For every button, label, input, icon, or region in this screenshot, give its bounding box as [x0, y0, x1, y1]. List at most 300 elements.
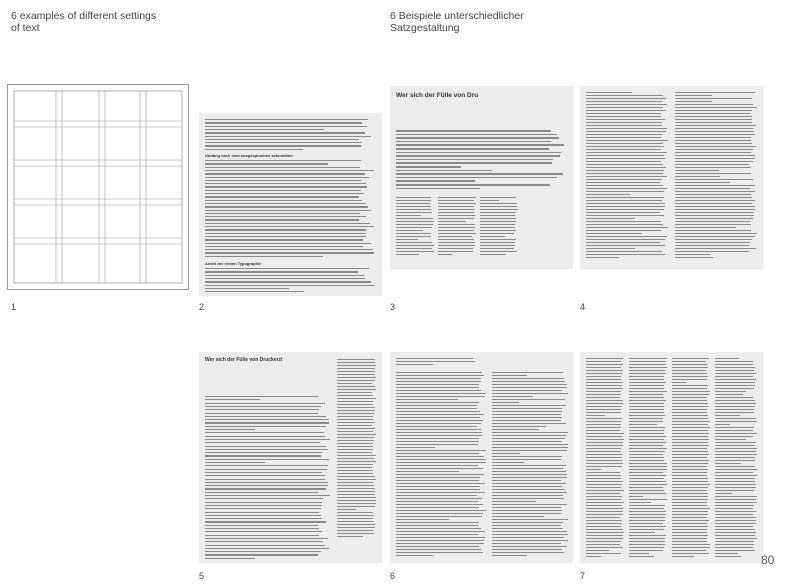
text-line: [586, 209, 664, 210]
text-line: [672, 472, 707, 473]
text-line: [396, 510, 486, 511]
text-line: [672, 361, 706, 362]
text-line: [337, 509, 356, 510]
text-line: [586, 529, 623, 530]
text-line: [672, 397, 707, 398]
text-line: [205, 203, 366, 204]
figure-5-heading: Wer sich der Fülle von Druckerzi: [205, 357, 283, 363]
text-line: [492, 456, 562, 457]
text-line: [586, 463, 623, 464]
text-line: [675, 158, 755, 159]
text-line: [715, 550, 755, 551]
text-line: [586, 221, 661, 222]
text-line: [337, 443, 373, 444]
text-line: [492, 447, 568, 448]
text-line: [675, 179, 753, 180]
text-line: [629, 415, 665, 416]
text-line: [672, 445, 709, 446]
text-line: [396, 504, 483, 505]
text-line: [396, 177, 557, 179]
text-line: [675, 125, 756, 126]
text-line: [396, 166, 461, 168]
text-line: [396, 200, 431, 201]
text-line: [675, 137, 751, 138]
text-line: [672, 421, 710, 422]
text-line: [396, 233, 431, 234]
text-line: [492, 426, 546, 427]
text-line: [586, 535, 623, 536]
text-line: [492, 372, 563, 373]
text-line: [205, 243, 371, 244]
text-line: [205, 495, 330, 496]
text-line: [492, 498, 564, 499]
text-line: [396, 432, 482, 433]
text-line: [492, 375, 527, 376]
text-line: [586, 541, 621, 542]
text-line: [629, 544, 665, 545]
text-line: [396, 528, 481, 529]
text-line: [492, 507, 561, 508]
text-line: [492, 429, 539, 430]
text-line: [675, 245, 749, 246]
text-line: [205, 233, 366, 234]
text-line: [586, 475, 621, 476]
text-line: [586, 550, 609, 551]
text-line: [205, 422, 329, 423]
text-line: [586, 406, 621, 407]
text-line: [672, 499, 708, 500]
text-line: [715, 364, 753, 365]
text-line: [205, 216, 366, 217]
text-line: [205, 236, 366, 237]
text-line: [205, 285, 374, 286]
text-line: [672, 523, 707, 524]
text-line: [205, 502, 322, 503]
text-line: [396, 438, 479, 439]
text-line: [672, 364, 708, 365]
text-line: [672, 490, 707, 491]
text-line: [675, 146, 756, 147]
text-line: [492, 519, 568, 520]
text-line: [205, 129, 324, 130]
text-line: [205, 488, 326, 489]
figure-2-paragraph-2: [205, 160, 375, 259]
text-line: [337, 413, 374, 414]
text-line: [586, 544, 620, 545]
text-line: [396, 549, 481, 550]
text-line: [205, 190, 361, 191]
text-line: [205, 126, 367, 127]
text-line: [675, 95, 712, 96]
text-line: [396, 450, 486, 451]
text-line: [480, 221, 516, 222]
text-line: [586, 478, 621, 479]
text-line: [586, 472, 620, 473]
text-line: [205, 229, 366, 230]
text-line: [629, 442, 666, 443]
text-line: [675, 101, 712, 102]
text-line: [675, 185, 755, 186]
text-line: [396, 245, 434, 246]
text-line: [205, 548, 329, 549]
text-line: [586, 523, 622, 524]
text-line: [586, 502, 624, 503]
text-line: [396, 516, 482, 517]
text-line: [396, 239, 418, 240]
text-line: [675, 227, 736, 228]
text-line: [675, 134, 755, 135]
text-line: [586, 197, 664, 198]
text-line: [675, 257, 713, 258]
text-line: [586, 92, 632, 93]
text-line: [629, 433, 664, 434]
text-line: [396, 540, 484, 541]
text-line: [396, 546, 479, 547]
text-line: [715, 445, 755, 446]
text-line: [586, 490, 624, 491]
text-line: [586, 206, 665, 207]
text-line: [672, 424, 708, 425]
text-line: [629, 424, 657, 425]
text-line: [672, 511, 708, 512]
text-line: [396, 162, 552, 164]
text-line: [675, 236, 755, 237]
text-line: [205, 521, 326, 522]
text-line: [715, 487, 756, 488]
text-line: [492, 504, 567, 505]
text-line: [675, 230, 751, 231]
text-line: [586, 248, 635, 249]
text-line: [337, 410, 375, 411]
text-line: [396, 414, 484, 415]
text-line: [205, 442, 320, 443]
text-line: [396, 218, 433, 219]
text-line: [396, 555, 433, 556]
text-line: [586, 379, 621, 380]
text-line: [396, 459, 486, 460]
text-line: [672, 415, 708, 416]
text-line: [586, 242, 660, 243]
text-line: [586, 373, 622, 374]
text-line: [205, 278, 365, 279]
text-line: [492, 453, 520, 454]
figure-7-text-sheet: [580, 352, 763, 563]
text-line: [629, 373, 666, 374]
text-line: [396, 248, 432, 249]
text-line: [205, 210, 371, 211]
text-line: [396, 152, 561, 154]
text-line: [205, 492, 318, 493]
text-line: [396, 474, 484, 475]
text-line: [396, 180, 475, 182]
caption-english-line-1: 6 examples of different settings: [11, 10, 157, 22]
text-line: [672, 436, 708, 437]
text-line: [715, 463, 741, 464]
text-line: [396, 444, 478, 445]
text-line: [715, 553, 738, 554]
text-line: [492, 480, 561, 481]
text-line: [672, 427, 710, 428]
text-line: [715, 442, 756, 443]
text-line: [337, 425, 372, 426]
text-line: [396, 417, 480, 418]
text-line: [586, 194, 630, 195]
text-line: [672, 553, 709, 554]
text-line: [715, 370, 754, 371]
text-line: [337, 407, 375, 408]
text-line: [586, 137, 661, 138]
text-line: [337, 374, 375, 375]
text-line: [629, 556, 654, 557]
text-line: [715, 466, 755, 467]
text-line: [205, 449, 328, 450]
text-line: [586, 110, 666, 111]
text-line: [586, 484, 622, 485]
text-line: [629, 391, 667, 392]
text-line: [715, 394, 743, 395]
text-line: [438, 206, 474, 207]
text-line: [629, 394, 663, 395]
text-line: [492, 390, 562, 391]
text-line: [438, 197, 476, 198]
text-line: [492, 492, 567, 493]
text-line: [586, 245, 665, 246]
figure-number-7: 7: [580, 571, 586, 581]
text-line: [675, 233, 757, 234]
text-line: [672, 517, 707, 518]
text-line: [396, 184, 550, 186]
text-line: [629, 430, 664, 431]
text-line: [337, 452, 372, 453]
text-line: [672, 358, 709, 359]
text-line: [396, 148, 549, 150]
text-line: [492, 414, 561, 415]
text-line: [492, 510, 562, 511]
text-line: [205, 271, 358, 272]
text-line: [586, 454, 622, 455]
text-line: [629, 469, 667, 470]
text-line: [492, 465, 566, 466]
text-line: [715, 529, 755, 530]
text-line: [672, 478, 708, 479]
text-line: [715, 382, 755, 383]
text-line: [675, 92, 755, 93]
text-line: [715, 415, 740, 416]
text-line: [715, 511, 756, 512]
text-line: [586, 152, 667, 153]
text-line: [586, 436, 622, 437]
text-line: [672, 520, 709, 521]
text-line: [586, 493, 620, 494]
text-line: [492, 549, 562, 550]
text-line: [629, 397, 664, 398]
text-line: [205, 139, 359, 140]
text-line: [672, 469, 708, 470]
text-line: [715, 547, 753, 548]
text-line: [205, 177, 369, 178]
text-line: [396, 130, 551, 132]
text-line: [586, 358, 623, 359]
text-line: [205, 239, 363, 240]
text-line: [715, 475, 757, 476]
text-line: [629, 499, 667, 500]
figure-6-head-lines: [396, 358, 476, 367]
text-line: [396, 534, 478, 535]
text-line: [629, 418, 663, 419]
text-line: [675, 176, 720, 177]
text-line: [492, 537, 564, 538]
text-line: [396, 489, 480, 490]
text-line: [675, 200, 755, 201]
text-line: [715, 448, 757, 449]
text-line: [396, 495, 477, 496]
figure-7-column-1: [586, 358, 624, 559]
text-line: [675, 248, 756, 249]
text-line: [629, 421, 663, 422]
text-line: [675, 140, 751, 141]
text-line: [629, 493, 666, 494]
text-line: [675, 212, 754, 213]
text-line: [586, 233, 642, 234]
text-line: [205, 213, 360, 214]
text-line: [675, 191, 755, 192]
text-line: [205, 436, 325, 437]
text-line: [675, 182, 730, 183]
figure-4-column-1: [586, 92, 668, 260]
text-line: [672, 484, 710, 485]
text-line: [629, 523, 663, 524]
text-line: [396, 224, 433, 225]
text-line: [586, 487, 621, 488]
text-line: [672, 556, 694, 557]
text-line: [672, 502, 707, 503]
text-line: [337, 446, 373, 447]
text-line: [675, 107, 757, 108]
text-line: [675, 98, 752, 99]
text-line: [205, 551, 321, 552]
text-line: [672, 403, 708, 404]
text-line: [715, 358, 739, 359]
text-line: [205, 413, 318, 414]
text-line: [438, 203, 476, 204]
text-line: [337, 434, 376, 435]
text-line: [586, 170, 664, 171]
text-line: [629, 445, 663, 446]
text-line: [586, 448, 621, 449]
text-line: [480, 248, 514, 249]
text-line: [205, 196, 359, 197]
text-line: [675, 116, 752, 117]
text-line: [675, 242, 750, 243]
text-line: [586, 107, 663, 108]
text-line: [396, 405, 477, 406]
caption-german: [390, 10, 524, 34]
text-line: [337, 515, 374, 516]
text-line: [629, 367, 667, 368]
text-line: [715, 493, 732, 494]
text-line: [337, 527, 375, 528]
text-line: [337, 383, 372, 384]
figure-5-text-sheet: [199, 352, 382, 563]
text-line: [337, 476, 375, 477]
text-line: [492, 489, 565, 490]
text-line: [205, 149, 303, 150]
text-line: [672, 442, 708, 443]
text-line: [438, 221, 466, 222]
text-line: [480, 203, 517, 204]
text-line: [396, 221, 434, 222]
text-line: [337, 536, 363, 537]
text-line: [672, 466, 707, 467]
text-line: [672, 481, 708, 482]
text-line: [480, 245, 515, 246]
text-line: [396, 188, 480, 190]
text-line: [396, 513, 483, 514]
text-line: [492, 546, 567, 547]
text-line: [205, 163, 328, 164]
text-line: [492, 471, 566, 472]
text-line: [492, 531, 567, 532]
text-line: [492, 432, 568, 433]
figure-4-text-sheet: [580, 86, 763, 269]
text-line: [586, 499, 621, 500]
text-line: [396, 402, 479, 403]
text-line: [586, 514, 623, 515]
text-line: [205, 554, 318, 555]
text-line: [396, 227, 432, 228]
text-line: [492, 513, 561, 514]
text-line: [337, 386, 375, 387]
text-line: [672, 535, 708, 536]
text-line: [337, 392, 372, 393]
text-line: [629, 451, 665, 452]
text-line: [715, 451, 756, 452]
text-line: [629, 487, 663, 488]
text-line: [396, 254, 419, 255]
text-line: [586, 257, 619, 258]
text-line: [205, 183, 366, 184]
text-line: [629, 463, 667, 464]
text-line: [629, 409, 664, 410]
text-line: [629, 361, 666, 362]
text-line: [586, 481, 623, 482]
text-line: [337, 440, 374, 441]
text-line: [675, 254, 710, 255]
figure-7-column-4: [715, 358, 757, 559]
text-line: [480, 215, 515, 216]
text-line: [672, 550, 706, 551]
text-line: [396, 477, 480, 478]
text-line: [715, 391, 746, 392]
text-line: [586, 155, 664, 156]
text-line: [396, 492, 485, 493]
text-line: [438, 230, 474, 231]
text-line: [205, 528, 319, 529]
text-line: [629, 547, 664, 548]
text-line: [492, 462, 524, 463]
text-line: [715, 535, 755, 536]
text-line: [672, 430, 708, 431]
text-line: [396, 384, 479, 385]
text-line: [672, 376, 708, 377]
text-line: [438, 227, 475, 228]
text-line: [337, 416, 373, 417]
text-line: [205, 396, 318, 397]
text-line: [675, 239, 752, 240]
figure-7-column-3: [672, 358, 710, 559]
text-line: [205, 541, 323, 542]
text-line: [492, 486, 562, 487]
